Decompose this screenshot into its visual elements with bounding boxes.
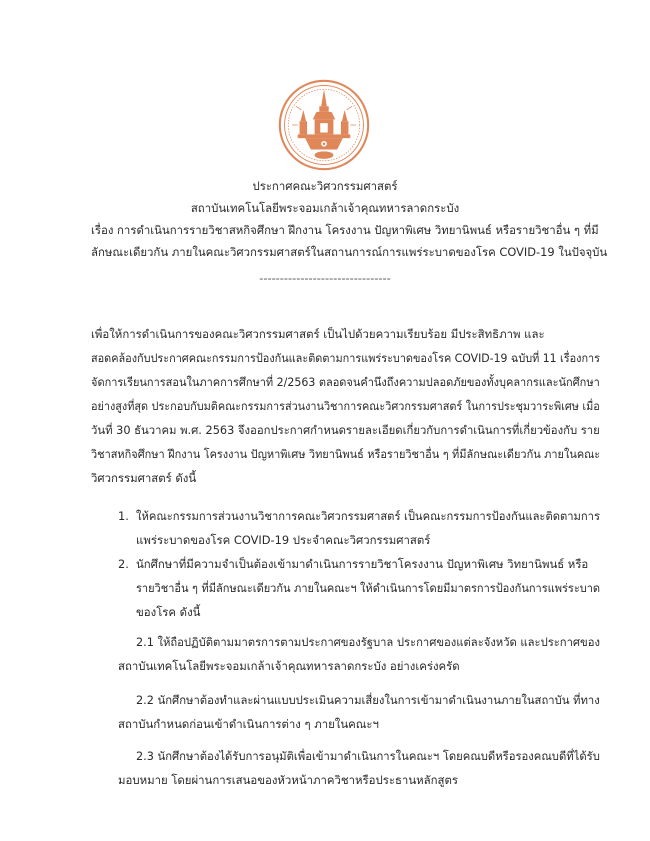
intro-line: วิชาสหกิจศึกษา ฝึกงาน โครงงาน ปัญหาพิเศษ วิทยานิพนธ์ หรือรายวิชาอื่น ๆ ที่มีลักษณะเดียวกัน ภายในคณะ bbox=[91, 447, 601, 461]
subitem-2-2-line: สถาบันกำหนดก่อนเข้าดำเนินการต่าง ๆ ภายในคณะฯ bbox=[118, 717, 379, 731]
divider: -------------------------------- bbox=[259, 271, 391, 285]
subitem-2-3-line: มอบหมาย โดยผ่านการเสนอของหัวหน้าภาควิชาหรือประธานหลักสูตร bbox=[118, 773, 458, 787]
institute-name: สถาบันเทคโนโลยีพระจอมเกล้าเจ้าคุณทหารลาดกระบัง bbox=[190, 201, 460, 215]
item-1-line: ให้คณะกรรมการส่วนงานวิชาการคณะวิศวกรรมศาสตร์ เป็นคณะกรรมการป้องกันและติดตามการ bbox=[136, 509, 600, 523]
item-2-line: นักศึกษาที่มีความจำเป็นต้องเข้ามาดำเนินการรายวิชาโครงงาน ปัญหาพิเศษ วิทยานิพนธ์ หรือ bbox=[136, 557, 589, 571]
subitem-2-1-line: สถาบันเทคโนโลยีพระจอมเกล้าเจ้าคุณทหารลาดกระบัง อย่างเคร่งครัด bbox=[118, 659, 460, 673]
intro-line: เพื่อให้การดำเนินการของคณะวิศวกรรมศาสตร์ เป็นไปด้วยความเรียบร้อย มีประสิทธิภาพ และ bbox=[91, 327, 545, 341]
item-number: 2. bbox=[118, 557, 129, 571]
intro-line: วิศวกรรมศาสตร์ ดังนี้ bbox=[91, 471, 197, 485]
subitem-2-3-line: 2.3 นักศึกษาต้องได้รับการอนุมัติเพื่อเข้ามาดำเนินการในคณะฯ โดยคณบดีหรือรองคณบดีที่ได้รับ bbox=[136, 749, 600, 763]
item-2-line: ของโรค ดังนี้ bbox=[136, 605, 201, 619]
intro-line: อย่างสูงที่สุด ประกอบกับมติคณะกรรมการส่วนงานวิชาการคณะวิศวกรรมศาสตร์ ในการประชุมวาระพิเศษ เมื่อ bbox=[91, 399, 600, 413]
item-number: 1. bbox=[118, 509, 129, 523]
intro-line: สอดคล้องกับประกาศคณะกรรมการป้องกันและติดตามการแพร่ระบาดของโรค COVID-19 ฉบับที่ 11 เรื่องการ bbox=[91, 351, 601, 365]
subitem-2-2-line: 2.2 นักศึกษาต้องทำและผ่านแบบประเมินความเสี่ยงในการเข้ามาดำเนินงานภายในสถาบัน ที่ทาง bbox=[136, 693, 600, 707]
subject-line-2: ลักษณะเดียวกัน ภายในคณะวิศวกรรมศาสตร์ในสถานการณ์การแพร่ระบาดของโรค COVID-19 ในปัจจุบัน bbox=[91, 245, 608, 259]
subject-line-1: เรื่อง การดำเนินการรายวิชาสหกิจศึกษา ฝึกงาน โครงงาน ปัญหาพิเศษ วิทยานิพนธ์ หรือรายวิชาอื่น ๆ ที่มี bbox=[91, 223, 599, 237]
subitem-2-1-line: 2.1 ให้ถือปฏิบัติตามมาตรการตามประกาศของรัฐบาล ประกาศของแต่ละจังหวัด และประกาศของ bbox=[136, 635, 600, 649]
item-1-line: แพร่ระบาดของโรค COVID-19 ประจำคณะวิศวกรรมศาสตร์ bbox=[136, 533, 431, 547]
university-seal-icon bbox=[277, 78, 371, 172]
announcement-title: ประกาศคณะวิศวกรรมศาสตร์ bbox=[252, 179, 398, 193]
intro-line: วันที่ 30 ธันวาคม พ.ศ. 2563 จึงออกประกาศกำหนดรายละเอียดเกี่ยวกับการดำเนินการที่เกี่ยวข้องกับ ราย bbox=[91, 423, 600, 437]
item-2-line: รายวิชาอื่น ๆ ที่มีลักษณะเดียวกัน ภายในคณะฯ ให้ดำเนินการโดยมีมาตรการป้องกันการแพร่ระบาด bbox=[136, 581, 601, 595]
intro-line: จัดการเรียนการสอนในภาคการศึกษาที่ 2/2563 ตลอดจนคำนึงถึงความปลอดภัยของทั้งบุคลากรและนักศึกษา bbox=[91, 375, 600, 389]
